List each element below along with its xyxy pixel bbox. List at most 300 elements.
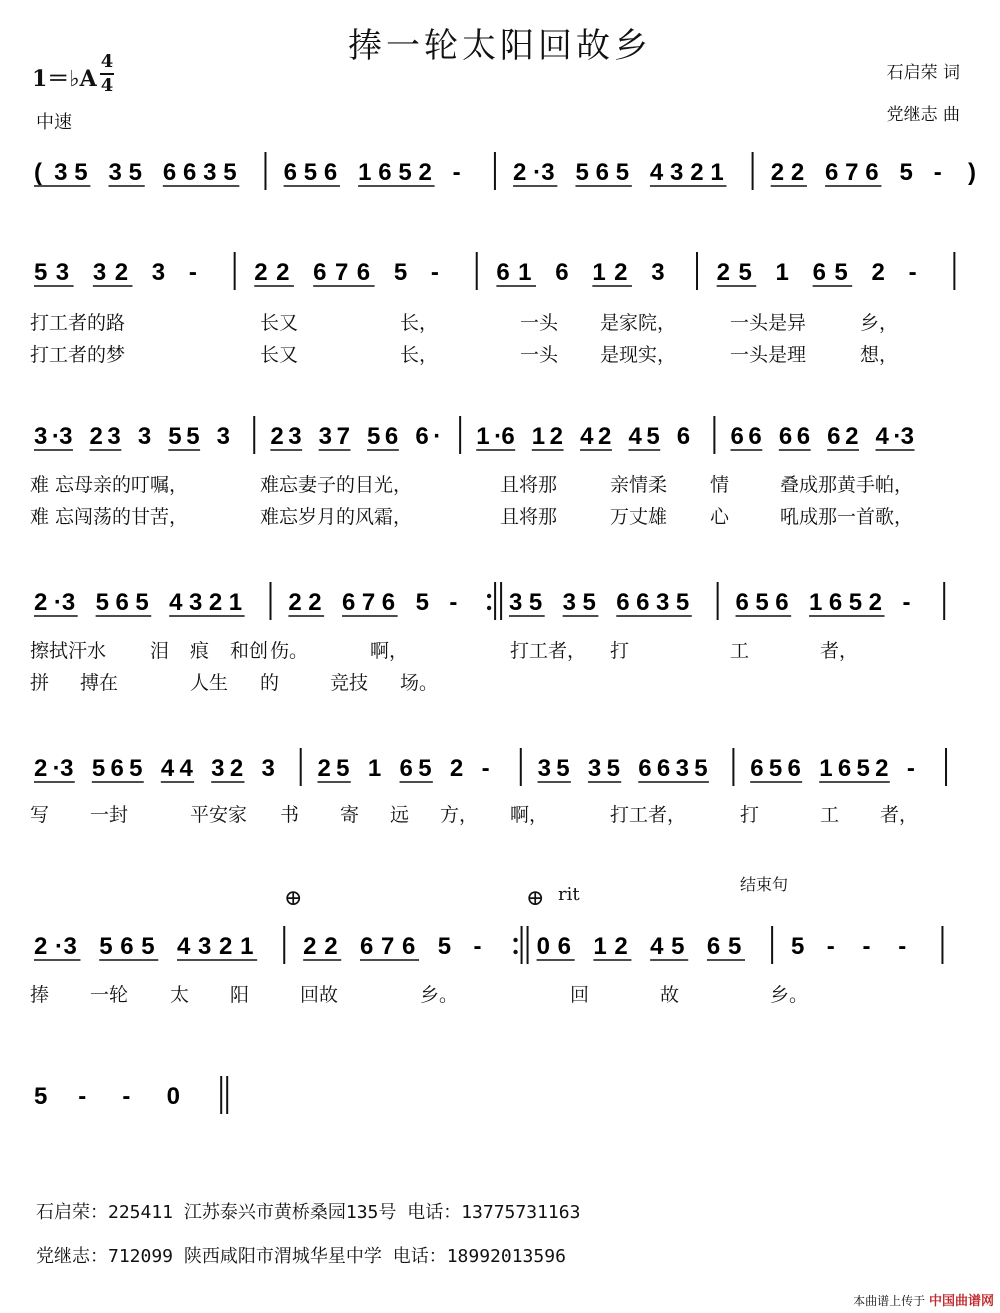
note-digit: 2: [790, 159, 805, 186]
note-digit: ·: [433, 423, 442, 450]
note-digit: 5: [856, 755, 870, 782]
notation-system-5: [30, 742, 980, 792]
note-digit: 3: [189, 589, 203, 616]
system-7-staff: [30, 1070, 980, 1120]
note-digit: 0: [536, 933, 550, 960]
note-digit: 1: [358, 159, 372, 186]
note-digit: 3: [562, 589, 576, 616]
note-digit: 4: [650, 933, 664, 960]
note-digit: 5: [899, 159, 913, 186]
lyric-segment: 寄: [340, 804, 360, 826]
lyrics-chorus-line-2: [30, 980, 980, 1006]
note-digit: 5: [738, 259, 752, 286]
note-digit: 5: [671, 933, 685, 960]
lyric-segment: 长又: [260, 312, 299, 334]
note-digit: 4: [875, 423, 889, 450]
lyric-segment: 难忘妻子的目光，: [260, 474, 413, 496]
meter-bottom: 4: [100, 75, 114, 96]
lyric-segment: 打工者的路: [30, 312, 126, 334]
note-digit: 3: [587, 755, 602, 782]
lyric-segment: 打工者，: [510, 640, 587, 662]
note-digit: 6: [115, 589, 129, 616]
repeat-dot: [487, 606, 491, 610]
note-digit: 4: [628, 423, 642, 450]
note-digit: 5: [575, 159, 589, 186]
note-digit: 2: [114, 259, 129, 286]
notation-system-1: [30, 146, 980, 196]
note-digit: 2: [276, 259, 290, 286]
ending-label: 结束句: [740, 875, 789, 894]
meter-top: 4: [100, 51, 114, 72]
note-digit: 2: [549, 423, 564, 450]
repeat-dot: [513, 950, 517, 954]
lyric-segment: 且将那: [500, 506, 558, 528]
lyric-segment: 想，: [860, 344, 899, 366]
note-digit: 2: [317, 755, 331, 782]
notation-system-6: [30, 920, 980, 970]
note-digit: 6: [636, 589, 650, 616]
lyric-segment: 和创: [230, 640, 269, 662]
note-digit: 6: [676, 423, 691, 450]
note-digit: 6: [342, 589, 356, 616]
note-digit: 3: [55, 259, 70, 286]
note-digit: 6: [402, 933, 416, 960]
note-digit: 5: [606, 755, 620, 782]
note-digit: 2: [716, 259, 731, 286]
note-digit: 5: [223, 159, 237, 186]
lyric-segment: 一头: [520, 312, 559, 334]
note-digit: 3: [508, 589, 523, 616]
note-digit: 1: [518, 259, 532, 286]
contact-composer: 党继志：712099 陕西咸阳市渭城华星中学 电话：18992013596: [36, 1246, 566, 1267]
sustain-dash: -: [481, 755, 490, 782]
note-digit: 3: [63, 933, 77, 960]
note-digit: 6: [595, 159, 609, 186]
notation-system-2: [30, 246, 980, 296]
note-digit: 5: [34, 259, 48, 286]
note-digit: 6: [616, 589, 630, 616]
note-digit: 6: [415, 423, 429, 450]
sustain-dash: -: [862, 933, 871, 960]
lyric-segment: 的: [260, 672, 280, 694]
lyric-segment: 且将那: [500, 474, 558, 496]
lyric-segment: 乡。: [770, 984, 809, 1006]
sustain-dash: -: [826, 933, 835, 960]
note-digit: 6: [162, 159, 177, 186]
note-digit: 2: [871, 259, 885, 286]
note-digit: ·: [51, 423, 60, 450]
lyric-segment: 写: [30, 804, 50, 826]
note-digit: 5: [34, 1083, 48, 1110]
note-digit: 5: [755, 589, 769, 616]
note-digit: 5: [615, 159, 630, 186]
note-digit: 6: [555, 259, 569, 286]
note-digit: 7: [361, 589, 376, 616]
coda-sign: ⊕: [284, 886, 303, 911]
note-digit: 5: [415, 589, 429, 616]
note-digit: 6: [837, 755, 852, 782]
note-digit: 6: [381, 589, 396, 616]
note-digit: 6: [496, 259, 510, 286]
note-digit: 1: [240, 933, 254, 960]
lyric-segment: 故: [660, 984, 680, 1006]
lyric-segment: 吼成那一首歌，: [780, 506, 914, 528]
note-digit: 6: [778, 423, 793, 450]
note-digit: 4: [580, 423, 594, 450]
note-digit: 6: [120, 933, 134, 960]
lyrics-verse-2-line-2: [30, 502, 980, 528]
note-digit: 2: [308, 589, 322, 616]
lyric-segment: 情: [710, 474, 730, 496]
note-digit: 1: [531, 423, 546, 450]
watermark-prefix: 本曲谱上传于: [853, 1294, 926, 1308]
lyric-segment: 回: [570, 984, 590, 1006]
sustain-dash: -: [78, 1083, 87, 1110]
lyric-segment: 一头是异: [730, 312, 807, 334]
note-digit: 6: [735, 589, 749, 616]
note-digit: 2: [254, 259, 268, 286]
note-digit: 2: [598, 423, 612, 450]
note-digit: 3: [541, 159, 555, 186]
note-digit: 3: [107, 423, 121, 450]
note-digit: 7: [380, 933, 395, 960]
note-digit: 2: [513, 159, 527, 186]
note-digit: 1: [592, 259, 606, 286]
note-digit: (: [34, 159, 42, 186]
coda-sign-2: ⊕: [526, 886, 545, 911]
system-3-staff: [30, 410, 980, 460]
note-digit: 5: [791, 933, 805, 960]
note-digit: 6: [283, 159, 297, 186]
notation-system-4: [30, 576, 980, 626]
repeat-dot: [513, 938, 517, 942]
note-digit: 6: [501, 423, 515, 450]
lyric-segment: 难 忘母亲的叮嘱，: [30, 474, 189, 496]
note-digit: 3: [59, 423, 73, 450]
note-digit: 5: [99, 933, 113, 960]
notation-system-3: [30, 410, 980, 460]
system-5-staff: [30, 742, 980, 792]
sustain-dash: -: [908, 259, 917, 286]
system-2-staff: [30, 246, 980, 296]
note-digit: 2: [614, 933, 628, 960]
sustain-dash: -: [902, 589, 911, 616]
note-digit: 3: [537, 755, 551, 782]
note-digit: 6: [313, 259, 327, 286]
note-digit: 3: [61, 589, 76, 616]
note-digit: 5: [582, 589, 596, 616]
lyric-segment: 场。: [400, 672, 439, 694]
lyric-segment: 万丈雄: [610, 506, 668, 528]
lyric-segment: 平安家: [190, 804, 248, 826]
note-digit: 6: [557, 933, 571, 960]
note-digit: 5: [528, 589, 543, 616]
lyric-segment: 乡。: [420, 984, 459, 1006]
note-digit: 6: [384, 423, 399, 450]
note-digit: 3: [651, 259, 665, 286]
note-digit: 6: [706, 933, 721, 960]
note-digit: 3: [198, 933, 212, 960]
lyric-segment: 长，: [400, 344, 439, 366]
note-digit: 5: [129, 755, 143, 782]
note-digit: 4: [176, 933, 191, 960]
lyric-segment: 阳: [230, 984, 250, 1006]
note-digit: 5: [437, 933, 452, 960]
note-digit: 5: [393, 259, 408, 286]
note-digit: 5: [418, 755, 432, 782]
lyric-segment: 搏在: [80, 672, 119, 694]
note-digit: 5: [95, 589, 109, 616]
note-digit: 6: [110, 755, 124, 782]
lyric-segment: 打工者的梦: [30, 344, 126, 366]
note-digit: 3: [900, 423, 914, 450]
note-digit: 2: [303, 933, 317, 960]
note-digit: 6: [865, 159, 879, 186]
lyricist-credit: 石启荣 词: [886, 63, 960, 83]
note-digit: ·: [55, 933, 64, 960]
note-digit: 3: [670, 159, 684, 186]
note-digit: ·: [893, 423, 902, 450]
note-digit: 3: [211, 755, 225, 782]
note-digit: 5: [556, 755, 570, 782]
note-digit: 5: [675, 589, 690, 616]
note-digit: 6: [656, 755, 671, 782]
note-digit: 4: [649, 159, 664, 186]
note-digit: 7: [845, 159, 859, 186]
lyric-segment: 一头: [520, 344, 559, 366]
note-digit: 5: [303, 159, 318, 186]
lyrics-verse-1-line-3: [30, 636, 980, 662]
lyric-segment: 是家院，: [600, 312, 677, 334]
lyric-segment: 回故: [300, 984, 339, 1006]
sustain-dash: -: [430, 259, 439, 286]
note-digit: 1: [593, 933, 607, 960]
sustain-dash: -: [188, 259, 197, 286]
lyric-segment: 工: [730, 640, 750, 662]
note-digit: 5: [848, 589, 863, 616]
note-digit: 6: [359, 933, 374, 960]
ending-brackets: [0, 860, 1000, 920]
system-1-staff: [30, 146, 980, 196]
note-digit: 2: [449, 755, 464, 782]
note-digit: 2: [614, 259, 628, 286]
note-digit: 6: [182, 159, 197, 186]
note-digit: 1: [367, 755, 382, 782]
note-digit: 1: [809, 589, 823, 616]
note-digit: 3: [151, 259, 166, 286]
lyric-segment: 竞技: [330, 672, 369, 694]
lyric-segment: 拼: [30, 672, 50, 694]
note-digit: 3: [137, 423, 152, 450]
lyric-segment: 书: [280, 804, 300, 826]
note-digit: 0: [166, 1083, 180, 1110]
note-digit: 5: [168, 423, 182, 450]
composer-credit: 党继志 曲: [886, 105, 960, 125]
lyric-segment: 一封: [90, 804, 129, 826]
note-digit: 2: [418, 159, 432, 186]
sustain-dash: -: [449, 589, 458, 616]
note-digit: 6: [828, 589, 843, 616]
note-digit: 2: [770, 159, 785, 186]
note-digit: 5: [186, 423, 200, 450]
note-digit: 6: [825, 159, 839, 186]
note-digit: 6: [378, 159, 392, 186]
note-digit: 3: [92, 259, 107, 286]
note-digit: 3: [60, 755, 74, 782]
note-digit: 2: [34, 755, 48, 782]
note-digit: 6: [748, 423, 762, 450]
lyric-segment: 一轮: [90, 984, 129, 1006]
time-signature: [100, 52, 114, 96]
lyric-segment: 心: [710, 506, 730, 528]
lyric-segment: 人生: [190, 672, 229, 694]
note-digit: 6: [796, 423, 811, 450]
note-digit: 5: [128, 159, 142, 186]
note-digit: 6: [812, 259, 826, 286]
note-digit: 2: [89, 423, 103, 450]
note-digit: 5: [834, 259, 848, 286]
note-digit: 2: [34, 589, 48, 616]
lyrics-chorus-line-1: [30, 800, 980, 826]
contact-lyricist: 石启荣：225411 江苏泰兴市黄桥桑园135号 电话：13775731163: [36, 1202, 581, 1223]
lyric-segment: 泪: [150, 640, 170, 662]
note-digit: ·: [494, 423, 503, 450]
note-digit: 5: [141, 933, 155, 960]
lyric-segment: 是现实，: [600, 344, 677, 366]
lyrics-verse-2-line-1: [30, 340, 980, 366]
lyric-segment: 伤。: [270, 640, 309, 662]
note-digit: 2: [845, 423, 859, 450]
note-digit: 6: [827, 423, 841, 450]
note-digit: 1: [819, 755, 833, 782]
note-digit: 2: [219, 933, 233, 960]
lyric-segment: 捧: [30, 984, 50, 1006]
note-digit: 2: [229, 755, 244, 782]
lyric-segment: 难 忘闯荡的甘苦，: [30, 506, 189, 528]
score-title: 捧一轮太阳回故乡: [348, 26, 652, 66]
lyric-segment: 者，: [880, 804, 919, 826]
note-digit: 6: [787, 755, 801, 782]
note-digit: 6: [775, 589, 789, 616]
lyric-segment: 太: [170, 984, 190, 1006]
note-digit: 4: [179, 755, 193, 782]
sustain-dash: -: [933, 159, 942, 186]
note-digit: 2: [324, 933, 338, 960]
sustain-dash: -: [906, 755, 915, 782]
note-digit: 6: [356, 259, 371, 286]
lyric-segment: 亲情柔: [610, 474, 668, 496]
note-digit: 3: [54, 159, 68, 186]
note-digit: 5: [336, 755, 350, 782]
note-digit: 4: [160, 755, 175, 782]
note-digit: 2: [690, 159, 704, 186]
note-digit: 2: [208, 589, 223, 616]
lyric-segment: 一头是理: [730, 344, 807, 366]
note-digit: 3: [203, 159, 217, 186]
lyric-segment: 打工者，: [610, 804, 687, 826]
lyric-segment: 擦拭汗水: [30, 640, 107, 662]
note-digit: 5: [135, 589, 149, 616]
note-digit: 3: [318, 423, 333, 450]
note-digit: ·: [53, 589, 62, 616]
note-digit: 2: [875, 755, 889, 782]
watermark: [853, 1290, 994, 1309]
note-digit: 5: [398, 159, 412, 186]
note-digit: ·: [533, 159, 542, 186]
sustain-dash: -: [473, 933, 482, 960]
note-digit: 6: [399, 755, 413, 782]
lyrics-verse-1-line-2: [30, 470, 980, 496]
note-digit: 5: [727, 933, 742, 960]
note-digit: 5: [367, 423, 381, 450]
note-digit: 5: [74, 159, 88, 186]
note-digit: 7: [336, 423, 350, 450]
note-digit: 7: [334, 259, 349, 286]
lyric-segment: 啊，: [370, 640, 409, 662]
note-digit: 1: [476, 423, 490, 450]
note-digit: 6: [323, 159, 338, 186]
sustain-dash: -: [122, 1083, 131, 1110]
lyric-segment: 啊，: [510, 804, 549, 826]
parenthesis: ): [967, 159, 976, 186]
note-digit: 1: [775, 259, 789, 286]
system-6-staff: [30, 920, 980, 970]
lyric-segment: 远: [390, 804, 410, 826]
note-digit: 3: [216, 423, 230, 450]
note-digit: 5: [694, 755, 708, 782]
ritardando-mark: rit: [558, 884, 580, 905]
lyric-segment: 打: [610, 640, 630, 662]
lyric-segment: 难忘岁月的风霜，: [260, 506, 413, 528]
note-digit: 5: [646, 423, 660, 450]
note-digit: 3: [261, 755, 275, 782]
note-digit: 3: [656, 589, 670, 616]
key-signature: 1＝♭A: [32, 66, 97, 92]
system-4-staff: [30, 576, 980, 626]
lyric-segment: 长，: [400, 312, 439, 334]
lyric-segment: 方，: [440, 804, 479, 826]
note-digit: 3: [288, 423, 302, 450]
lyric-segment: 叠成那黄手帕，: [780, 474, 914, 496]
note-digit: 6: [638, 755, 652, 782]
note-digit: 1: [710, 159, 724, 186]
note-digit: 3: [675, 755, 689, 782]
note-digit: 3: [34, 423, 48, 450]
note-digit: 1: [228, 589, 243, 616]
lyric-segment: 打: [740, 804, 760, 826]
note-digit: 6: [730, 423, 744, 450]
note-digit: 4: [169, 589, 183, 616]
lyrics-verse-2-line-3: [30, 668, 980, 694]
note-digit: 5: [768, 755, 783, 782]
lyric-segment: 者，: [820, 640, 859, 662]
note-digit: 2: [288, 589, 302, 616]
note-digit: 6: [750, 755, 764, 782]
sustain-dash: -: [452, 159, 461, 186]
lyric-segment: 工: [820, 804, 840, 826]
notation-system-7: [30, 1070, 980, 1120]
tempo-marking: 中速: [36, 112, 72, 133]
lyric-segment: 痕: [190, 640, 210, 662]
lyric-segment: 长又: [260, 344, 299, 366]
note-digit: 3: [108, 159, 122, 186]
note-digit: 2: [34, 933, 48, 960]
repeat-dot: [487, 594, 491, 598]
note-digit: 5: [91, 755, 106, 782]
lyric-segment: 乡，: [860, 312, 899, 334]
note-digit: ·: [52, 755, 61, 782]
note-digit: 2: [270, 423, 284, 450]
